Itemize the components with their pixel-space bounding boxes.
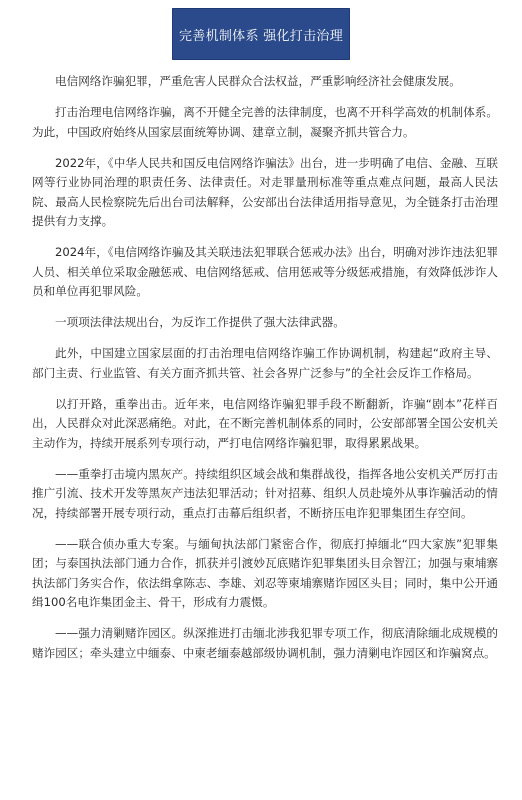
article-title: 完善机制体系 强化打击治理 — [172, 8, 350, 60]
paragraph-3: 2022年，《中华人民共和国反电信网络诈骗法》出台，进一步明确了电信、金融、互联网等行业协同治理的职责任务、法律责任。对走罪量刑标准等重点难点问题，最高人民法院、最高人民检察院先后出台司法解释，公安部出台法律适用指导意见，为全链条打击治理提供有力支撑。 — [32, 155, 498, 228]
article-body — [32, 72, 498, 675]
paragraph-4: 2024年，《电信网络诈骗及其关联违法犯罪联合惩戒办法》出台，明确对涉诈违法犯罪人员、相关单位采取金融惩戒、电信网络惩戒、信用惩戒等分级惩戒措施，有效降低涉诈人员和单位再犯罪风险。 — [32, 245, 498, 298]
paragraph-8: ——重拳打击境内黑灰产。持续组织区域会战和集群战役，指挥各地公安机关严厉打击推广引流、技术开发等黑灰产违法犯罪活动；针对招募、组织人员赴境外从事诈骗活动的情况，持续部署开展专项行动，重点打击幕后组织者，不断挤压电诈犯罪集团生存空间。 — [32, 466, 498, 520]
paragraph-2: 打击治理电信网络诈骗，离不开健全完善的法律制度，也离不开科学高效的机制体系。为此，中国政府始终从国家层面统筹协调、建章立制，凝聚齐抓共管合力。 — [32, 105, 498, 139]
paragraph-9: ——联合侦办重大专案。与缅甸执法部门紧密合作，彻底打掉缅北“四大家族”犯罪集团；与泰国执法部门通力合作，抓获并引渡妙瓦底赌诈犯罪集团头目佘智江；加强与柬埔寨执法部门务实合作，依法缉拿陈志、李雄、刘忍等柬埔寨赌诈园区头目；同时，集中公开通缉100名电诈集团金主、骨干，形成有力震慑。 — [32, 536, 498, 609]
paragraph-5: 一项项法律法规出台，为反诈工作提供了强大法律武器。 — [55, 315, 345, 329]
paragraph-6: 此外，中国建立国家层面的打击治理电信网络诈骗工作协调机制，构建起“政府主导、部门主责、行业监管、有关方面齐抓共管、社会各界广泛参与”的全社会反诈工作格局。 — [32, 346, 498, 380]
paragraph-10: ——强力清剿赌诈园区。纵深推进打击缅北涉我犯罪专项工作，彻底清除缅北成规模的赌诈园区；牵头建立中缅泰、中柬老缅泰越部级协调机制，强力清剿电诈园区和诈骗窝点。 — [32, 626, 498, 660]
paragraph-1: 电信网络诈骗犯罪，严重危害人民群众合法权益，严重影响经济社会健康发展。 — [55, 74, 461, 88]
title-banner-wrap — [0, 8, 522, 60]
paragraph-7: 以打开路，重拳出击。近年来，电信网络诈骗犯罪手段不断翻新，诈骗“剧本”花样百出，人民群众对此深恶痛绝。对此，在不断完善机制体系的同时，公安部部署全国公安机关主动作为，持续开展系列专项行动，严打电信网络诈骗犯罪，取得累累战果。 — [32, 396, 498, 450]
